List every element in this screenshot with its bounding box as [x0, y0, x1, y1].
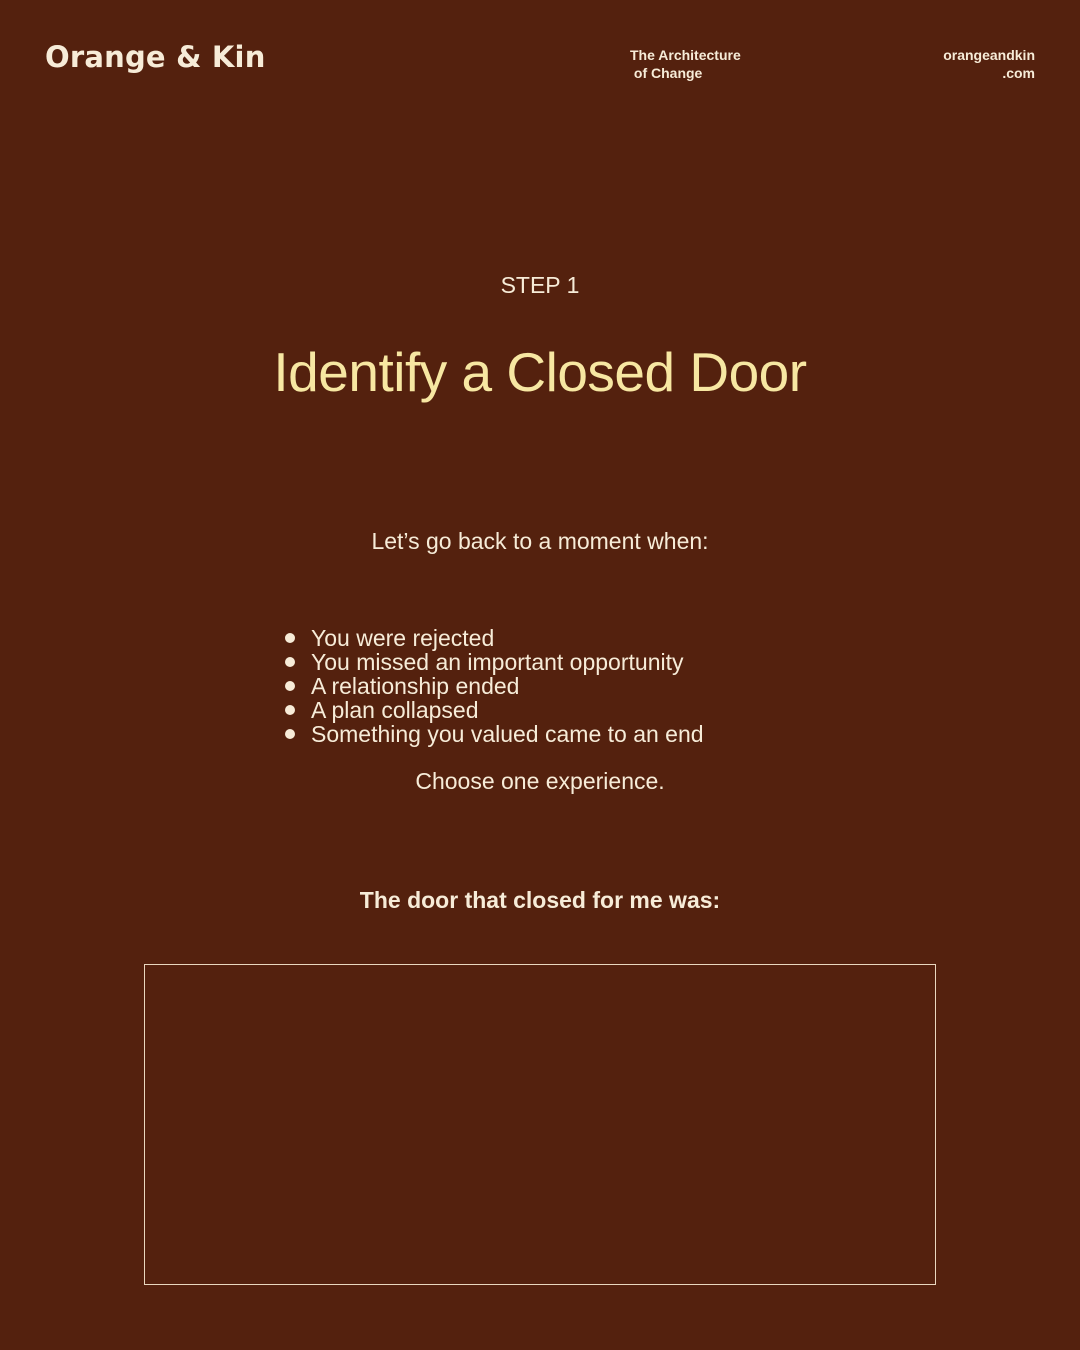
bullet-icon	[285, 681, 295, 691]
tagline: The Architecture of Change	[630, 47, 741, 81]
answer-box[interactable]	[144, 964, 936, 1285]
page-title: Identify a Closed Door	[273, 341, 807, 403]
instruction-text: Choose one experience.	[415, 768, 665, 794]
website-line-1: orangeandkin	[943, 47, 1035, 63]
list-item-label: You missed an important opportunity	[311, 649, 684, 675]
list-item	[285, 722, 704, 746]
website-line-2: .com	[1002, 65, 1035, 81]
prompt-heading: The door that closed for me was:	[359, 887, 721, 913]
list-item-label: You were rejected	[311, 625, 495, 651]
bullet-icon	[285, 705, 295, 715]
list-item-label: Something you valued came to an end	[311, 721, 704, 747]
list-item	[285, 626, 704, 650]
list-item	[285, 674, 704, 698]
list-item-label: A plan collapsed	[311, 697, 479, 723]
bullet-icon	[285, 633, 295, 643]
brand-logo: Orange & Kin	[45, 40, 266, 74]
intro-text: Let’s go back to a moment when:	[371, 528, 709, 554]
bullet-icon	[285, 657, 295, 667]
step-label: STEP 1	[500, 272, 580, 298]
moments-list	[285, 626, 704, 746]
list-item	[285, 698, 704, 722]
website-address	[943, 46, 1035, 82]
bullet-icon	[285, 729, 295, 739]
list-item-label: A relationship ended	[311, 673, 520, 699]
list-item	[285, 650, 704, 674]
